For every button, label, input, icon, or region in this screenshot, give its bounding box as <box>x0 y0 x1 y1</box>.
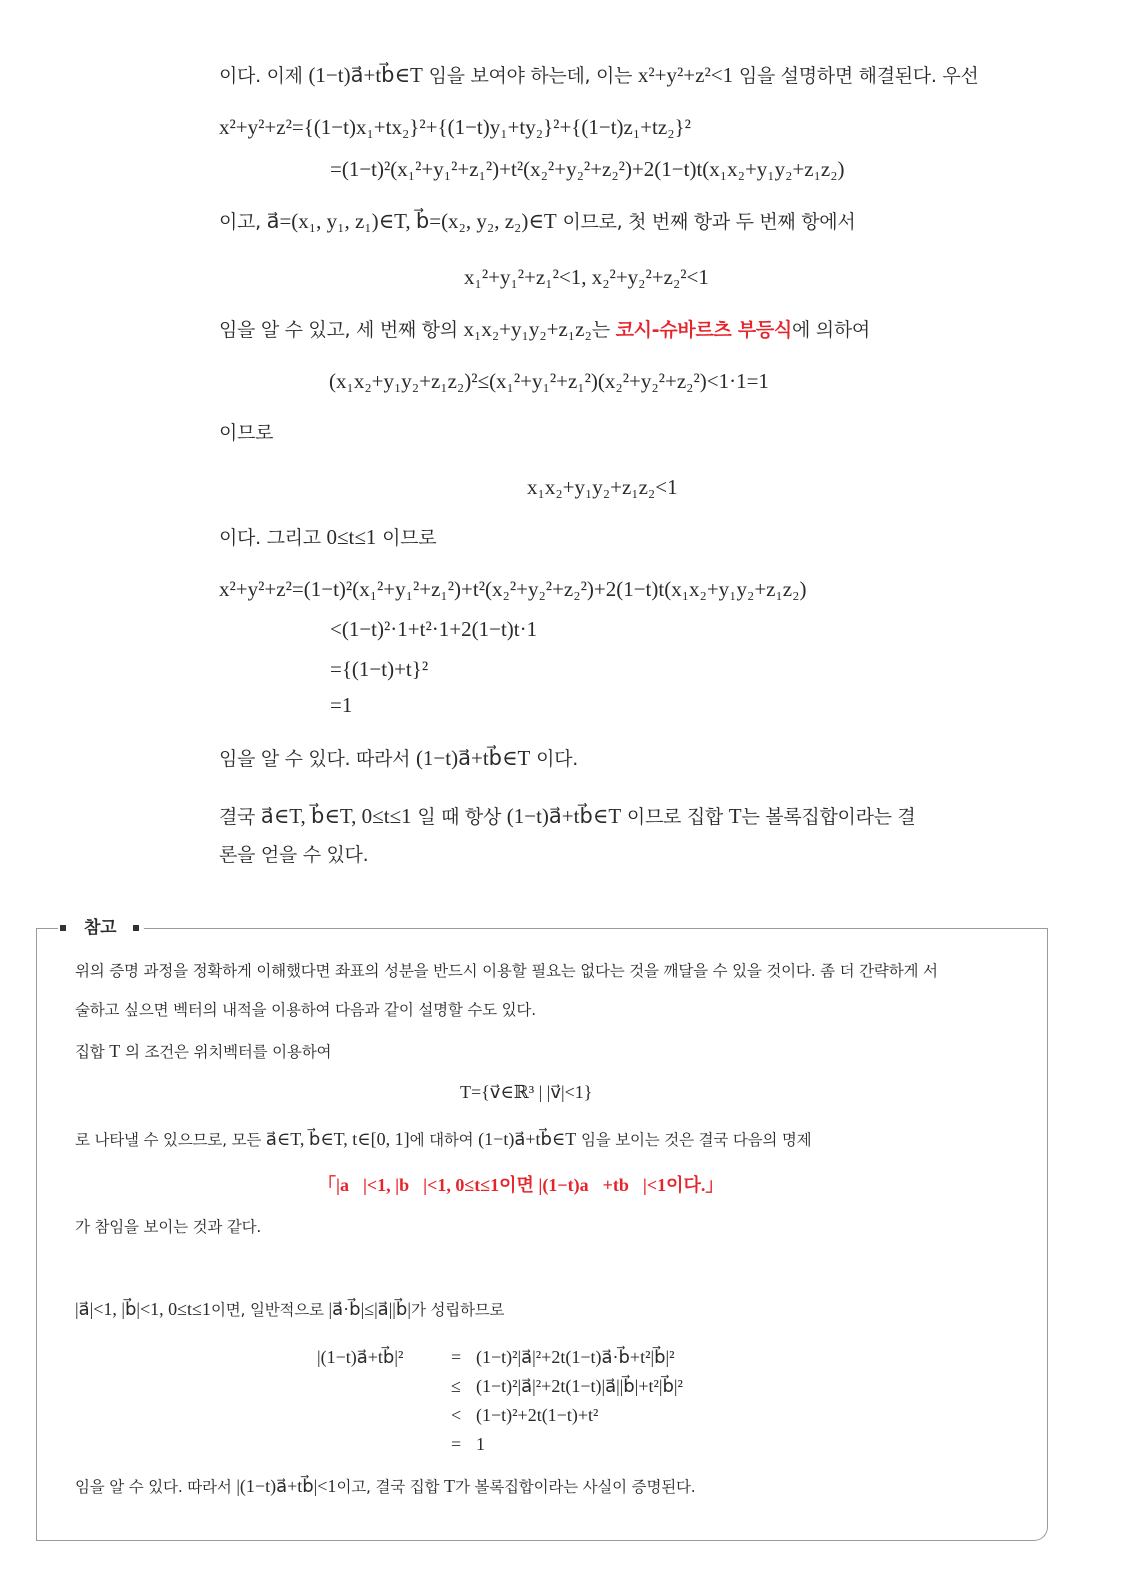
calc-relation: < <box>451 1405 462 1425</box>
inline-math: (1−t)a⃗+tb⃗∈T <box>308 63 423 87</box>
text: 임을 알 수 있고, 세 번째 항의 <box>219 319 464 341</box>
text: 가 볼록집합이라는 사실이 증명된다. <box>454 1478 696 1496</box>
text: 이므로, 첫 번째 항과 두 번째 항에서 <box>556 211 856 233</box>
text: 에 의하여 <box>791 319 870 341</box>
inline-math: T <box>728 804 742 828</box>
equation-5-line-4: =1 <box>330 693 353 717</box>
text: 결국 <box>219 806 261 828</box>
equation-3: (x₁x₂+y₁y₂+z₁z₂)²≤(x₁²+y₁²+z₁²)(x₂²+y₂²+z₂²)<1·1=1 <box>329 369 769 393</box>
inline-math: |a⃗·b⃗|≤|a⃗||b⃗| <box>328 1299 411 1319</box>
text: 일 때 항상 <box>411 806 507 828</box>
text: 이고, 결국 집합 <box>336 1478 444 1496</box>
paragraph-4: 이므로 <box>219 422 274 444</box>
note-line-6 <box>75 1298 504 1320</box>
text: 는 <box>591 319 616 341</box>
inline-math: (1−t)a⃗+tb⃗∈T <box>506 804 622 828</box>
paragraph-7 <box>219 803 915 829</box>
inline-math: (1−t)a⃗+tb⃗∈T <box>478 1129 577 1149</box>
text: 에 대하여 <box>409 1131 479 1149</box>
note-line-5: 가 참임을 보이는 것과 같다. <box>75 1218 262 1236</box>
text: 가 성립하므로 <box>410 1301 505 1319</box>
inline-math: T <box>443 1476 455 1496</box>
paragraph-6 <box>219 745 578 771</box>
inline-math: 0≤t≤1 <box>326 525 377 549</box>
text: 임을 알 수 있다. 따라서 <box>75 1478 237 1496</box>
note-title: 참고 <box>84 918 117 938</box>
paragraph-1 <box>219 62 978 88</box>
text: 의 조건은 위치벡터를 이용하여 <box>120 1043 332 1061</box>
inline-math: T <box>109 1041 121 1061</box>
paragraph-3 <box>219 316 870 342</box>
text: 임을 보이는 것은 결국 다음의 명제 <box>576 1131 812 1149</box>
inline-math: x²+y²+z²<1 <box>637 63 734 87</box>
equation-1-line-2: =(1−t)²(x₁²+y₁²+z₁²)+t²(x₂²+y₂²+z₂²)+2(1−t)t(x₁x₂+y₁y₂+z₁z₂) <box>330 157 845 181</box>
equation-1-line-1: x²+y²+z²={(1−t)x₁+tx₂}²+{(1−t)y₁+ty₂}²+{(1−t)z₁+tz₂}² <box>219 115 691 139</box>
calc-rhs: (1−t)²|a⃗|²+2t(1−t)|a⃗||b⃗|+t²|b⃗|² <box>476 1376 683 1396</box>
calc-lhs: |(1−t)a⃗+tb⃗|² <box>317 1347 404 1367</box>
highlight-term: 코시-슈바르츠 부등식 <box>615 319 792 341</box>
text: 이다. 이제 <box>219 65 309 87</box>
note-final-line <box>75 1475 696 1497</box>
note-line-3 <box>75 1040 331 1062</box>
text: 이고, <box>219 211 267 233</box>
text: 임을 보여야 하는데, 이는 <box>422 65 638 87</box>
text: 이다. 그리고 <box>219 527 327 549</box>
calc-relation: = <box>451 1347 462 1367</box>
calc-relation: ≤ <box>451 1376 461 1396</box>
equation-4: x₁x₂+y₁y₂+z₁z₂<1 <box>527 475 678 499</box>
equation-5-line-2: <(1−t)²·1+t²·1+2(1−t)t·1 <box>330 617 538 641</box>
equation-5-line-1: x²+y²+z²=(1−t)²(x₁²+y₁²+z₁²)+t²(x₂²+y₂²+z₂²)+2(1−t)t(x₁x₂+y₁y₂+z₁z₂) <box>219 577 807 601</box>
calc-rhs: 1 <box>476 1434 485 1454</box>
text: 이다. <box>530 748 578 770</box>
paragraph-5 <box>219 524 436 550</box>
calc-rhs: (1−t)²|a⃗|²+2t(1−t)a⃗·b⃗+t²|b⃗|² <box>476 1347 675 1367</box>
inline-math: |a⃗|<1, |b⃗|<1, 0≤t≤1 <box>75 1299 211 1319</box>
text: 집합 <box>75 1043 110 1061</box>
inline-math: |(1−t)a⃗+tb⃗|<1 <box>236 1476 337 1496</box>
equation-2: x₁²+y₁²+z₁²<1, x₂²+y₂²+z₂²<1 <box>464 265 709 289</box>
text: 임을 알 수 있다. 따라서 <box>219 748 416 770</box>
calc-relation: = <box>451 1434 462 1454</box>
inline-math: a⃗=(x₁, y₁, z₁)∈T, b⃗=(x₂, y₂, z₂)∈T <box>266 209 557 233</box>
text: 임을 설명하면 해결된다. 우선 <box>733 65 979 87</box>
inline-math: a⃗∈T, b⃗∈T, 0≤t≤1 <box>260 804 412 828</box>
text: 로 나타낼 수 있으므로, 모든 <box>75 1131 266 1149</box>
inline-math: (1−t)a⃗+tb⃗∈T <box>415 746 531 770</box>
paragraph-2 <box>219 208 855 234</box>
text: 이므로 집합 <box>621 806 729 828</box>
proposition: 「|a⃗|<1, |b⃗|<1, 0≤t≤1이면 |(1−t)a⃗+tb⃗|<1이다.」 <box>318 1175 724 1195</box>
inline-math: x₁x₂+y₁y₂+z₁z₂ <box>463 317 592 341</box>
note-line-4 <box>75 1128 811 1150</box>
note-line-1: 위의 증명 과정을 정확하게 이해했다면 좌표의 성분을 반드시 이용할 필요는 없다는 것을 깨달을 수 있을 것이다. 좀 더 간략하게 서 <box>75 962 938 980</box>
paragraph-7-line-2: 론을 얻을 수 있다. <box>219 844 369 866</box>
note-line-2: 술하고 싶으면 벡터의 내적을 이용하여 다음과 같이 설명할 수도 있다. <box>75 1001 536 1019</box>
equation-5-line-3: ={(1−t)+t}² <box>330 657 429 681</box>
set-definition: T={v⃗∈ℝ³ | |v⃗|<1} <box>460 1082 593 1102</box>
inline-math: a⃗∈T, b⃗∈T, t∈[0, 1] <box>265 1129 410 1149</box>
text: 이면, 일반적으로 <box>210 1301 329 1319</box>
calc-rhs: (1−t)²+2t(1−t)+t² <box>476 1405 599 1425</box>
text: 이므로 <box>376 527 437 549</box>
text: 는 볼록집합이라는 결 <box>741 806 916 828</box>
